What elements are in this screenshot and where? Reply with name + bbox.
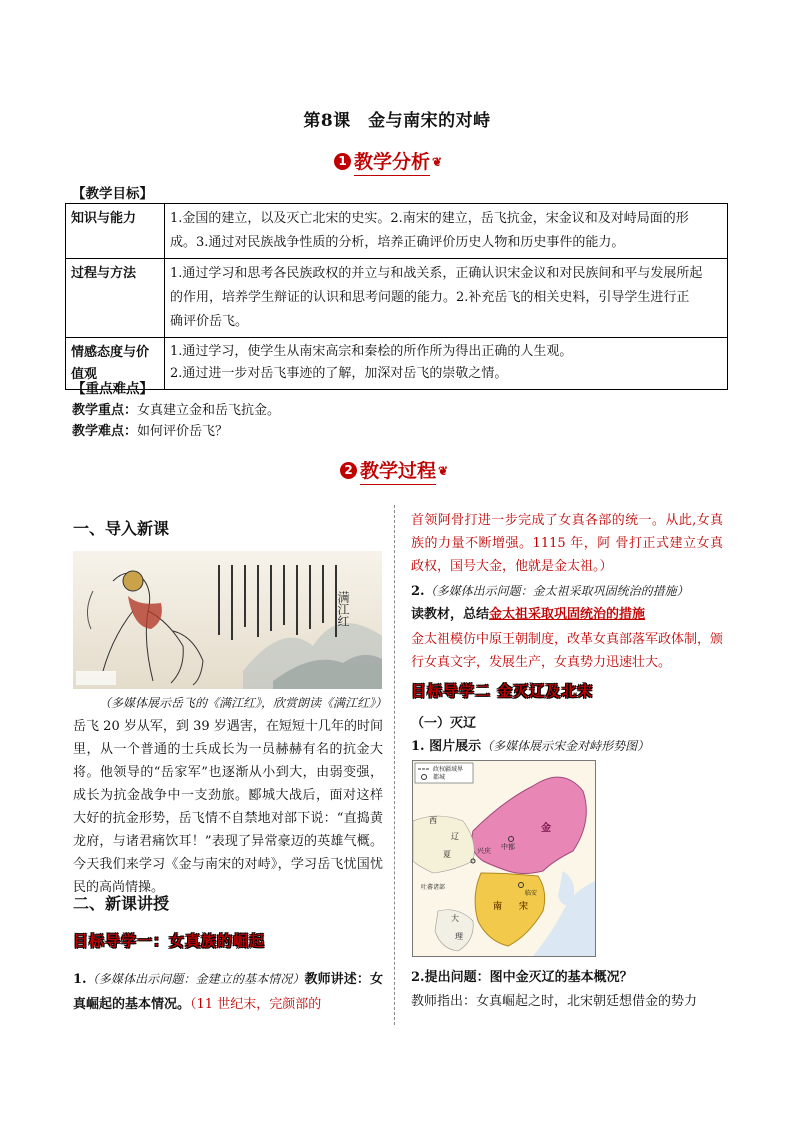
leaf-icon: ❦ — [432, 154, 443, 169]
row-line: 2.通过进一步对岳飞事迹的了解，加深对岳飞的崇敬之情。 — [170, 366, 508, 381]
map-label: 夏 — [443, 850, 451, 859]
painting-caption: 满江红 — [336, 591, 350, 627]
column-divider — [394, 505, 395, 1025]
map-label: 南 — [493, 902, 503, 912]
lesson-title: 第8课 金与南宋的对峙 — [303, 111, 491, 131]
section-number: 1 — [334, 153, 351, 170]
leaf-icon: ❦ — [438, 463, 449, 478]
row-label: 知识与能力 — [66, 204, 165, 259]
map-label: 中都 — [501, 843, 515, 851]
map-label: 吐蕃诸部 — [421, 884, 446, 891]
point-red: （11 世纪末，完颜部的 — [190, 997, 322, 1012]
picture-label: 1. 图片展示 — [411, 739, 482, 754]
picture-note: （多媒体展示宋金对峙形势图） — [481, 739, 650, 753]
table-row — [66, 338, 728, 390]
point-1 — [73, 967, 383, 1017]
jin-founding-text: 首领阿骨打进一步完成了女真各部的统一。从此,女真族的力量不断增强。1115 年，阿 骨打正式建立女真政权，国号大金，他就是金太祖。） — [411, 513, 723, 574]
map-label: 临安 — [525, 890, 538, 897]
table-row — [66, 204, 728, 259]
intro-paragraph — [73, 692, 388, 899]
map-label: 辽 — [451, 832, 459, 841]
goal-banner-2: 目标导学二 金灭辽及北宋 — [411, 682, 594, 700]
map-label: 兴庆 — [477, 847, 491, 855]
song-jin-map — [412, 760, 596, 957]
sub-heading-liao: （一）灭辽 — [411, 716, 477, 731]
row-line: 的作用，培养学生辩证的认识和思考问题的能力。2.补充岳飞的相关史料，引导学生进行正 — [170, 290, 690, 305]
map-label: 西 — [429, 816, 437, 825]
key-point — [72, 400, 280, 421]
key-label: 教学重点： — [72, 403, 138, 418]
intro-heading: 一、导入新课 — [73, 519, 170, 538]
section-heading-analysis — [334, 147, 442, 176]
row-line: 1.金国的建立，以及灭亡北宋的史实。2.南宋的建立，岳飞抗金，宋金议和及对峙局面的形 — [170, 211, 689, 226]
row-label: 情感态度与价值观 — [66, 338, 165, 390]
section-title: 教学过程 — [360, 456, 436, 485]
point-number: 1. — [73, 972, 87, 987]
map-label: 理 — [455, 932, 463, 941]
section-title: 教学分析 — [354, 147, 430, 176]
point-2-instruction — [411, 603, 723, 626]
objectives-table — [65, 203, 728, 390]
instruction-bold: 读教材，总结 — [411, 607, 490, 622]
map-legend-capital: 都城 — [433, 774, 446, 781]
new-lesson-heading: 二、新课讲授 — [73, 894, 170, 913]
table-row — [66, 259, 728, 338]
painting-illustration — [73, 551, 382, 689]
map-label: 宋 — [519, 902, 529, 912]
point-note: （多媒体出示问题：金建立的基本情况） — [86, 972, 305, 986]
difficult-text: 如何评价岳飞？ — [137, 424, 229, 439]
question-2: 2.提出问题：图中金灭辽的基本概况？ — [411, 970, 633, 985]
teacher-points: 教师指出：女真崛起之时，北宋朝廷想借金的势力 — [411, 994, 698, 1009]
intro-note: （多媒体展示岳飞的《满江红》，欣赏朗读《满江红》） — [99, 696, 388, 710]
row-line: 成。3.通过对民族战争性质的分析，培养正确评价历史人物和历史事件的能力。 — [170, 235, 625, 250]
difficult-point — [72, 421, 228, 442]
point-bold: 教师讲述：女真崛起的基本情况。 — [73, 972, 383, 1012]
instruction-highlight: 金太祖采取巩固统治的措施 — [489, 607, 646, 622]
map-legend-border: 政权疆域界 — [433, 766, 464, 773]
difficult-label: 教学难点： — [72, 424, 138, 439]
yue-fei-painting — [73, 551, 382, 689]
row-content — [165, 259, 728, 338]
map-label: 大 — [451, 914, 459, 923]
key-text: 女真建立金和岳飞抗金。 — [137, 403, 281, 418]
section-number: 2 — [340, 462, 357, 479]
row-line: 1.通过学习，使学生从南宋高宗和秦桧的所作所为得出正确的人生观。 — [170, 344, 573, 359]
objectives-heading: 【教学目标】 — [72, 186, 153, 202]
keypoints-heading: 【重点难点】 — [72, 381, 153, 397]
row-label: 过程与方法 — [66, 259, 165, 338]
row-line: 1.通过学习和思考各民族政权的并立与和战关系，正确认识宋金议和对民族间和平与发展所起 — [170, 266, 703, 281]
goal-banner-1: 目标导学一：女真族的崛起 — [73, 932, 266, 950]
picture-display — [411, 735, 723, 758]
row-content — [165, 204, 728, 259]
point-number: 2. — [411, 584, 425, 599]
jin-measures-text: 金太祖模仿中原王朝制度，改革女真部落军政体制，颁行女真文字，发展生产，女真势力迅速壮大。 — [411, 632, 724, 670]
map-illustration — [413, 761, 595, 956]
row-content — [165, 338, 728, 390]
map-label: 金 — [541, 823, 551, 834]
section-heading-process — [340, 456, 448, 485]
row-line: 确评价岳飞。 — [170, 314, 249, 329]
point-note: （多媒体出示问题：金太祖采取巩固统治的措施） — [424, 584, 689, 598]
intro-text: 岳飞 20 岁从军，到 39 岁遇害，在短短十几年的时间里，从一个普通的士兵成长为一员赫赫有名的抗金大将。他领导的“岳家军”也逐渐从小到大，由弱变强，成长为抗金战争中一支劲旅。郾城大战后，面对这样大好的抗金形势，岳飞情不自禁地对部下说：“直捣黄龙府，与诸君痛饮耳！”表现了异常豪迈的英雄气概。今天我们来学习《金与南宋的对峙》，学习岳飞忧国忧民的高尚情操。 — [73, 719, 383, 895]
point-2 — [411, 580, 723, 603]
